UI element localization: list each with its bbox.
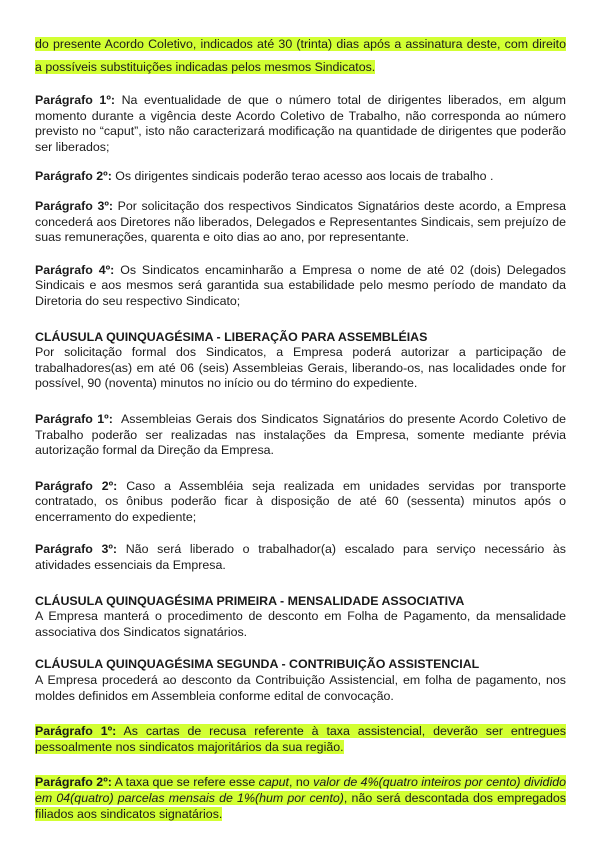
- paragraph-label: Parágrafo 1º:: [35, 93, 115, 107]
- clause-50-body: Por solicitação formal dos Sindicatos, a Empresa poderá autorizar a participação de trabalhadores(as) em até 06 (seis) Assembleias Gerais, liberando-os, nas localidades onde for possível, 90 (noventa) minutos no início ou do término do expediente.: [35, 345, 566, 391]
- paragraph-label: Parágrafo 1º:: [35, 724, 117, 739]
- paragraph-text: Os Sindicatos encaminharão a Empresa o nome de até 02 (dois) Delegados Sindicais e aos mesmos será garantida sua estabilidade pelo mesmo período de mandato da Diretoria do seu respectivo Sindicato;: [35, 262, 566, 308]
- paragraph-text: Assembleias Gerais dos Sindicatos Signatários do presente Acordo Coletivo de Trabalho poderão ser realizadas nas instalações da Empresa, somente mediante prévia autorização formal da Direção da Empresa.: [35, 411, 570, 458]
- paragraph-text: A taxa que se refere esse: [111, 775, 259, 790]
- clause-50-title: CLÁUSULA QUINQUAGÉSIMA - LIBERAÇÃO PARA ASSEMBLÉIAS: [35, 329, 428, 344]
- intro-paragraph: [35, 33, 566, 79]
- paragraph-text: , no: [288, 775, 314, 790]
- paragraph-text: Não será liberado o trabalhador(a) escalado para serviço necessário às atividades essenciais da Empresa.: [35, 542, 566, 573]
- paragraph-text: As cartas de recusa referente à taxa assistencial, deverão ser entregues pessoalmente nos sindicatos majoritários da sua região.: [35, 724, 566, 754]
- paragraph-label: Parágrafo 1º:: [35, 411, 113, 426]
- clause-51-title: CLÁUSULA QUINQUAGÉSIMA PRIMEIRA - MENSALIDADE ASSOCIATIVA: [35, 593, 465, 608]
- paragraph-text: Caso a Assembléia seja realizada em unidades servidas por transporte contratado, os ônibus poderão ficar à disposição de até 60 (sessenta) minutos após o encerramento do expediente;: [35, 478, 566, 524]
- highlighted-text: [35, 724, 566, 754]
- paragraph-label: Parágrafo 3º:: [35, 542, 118, 557]
- paragraph-3: [35, 199, 566, 246]
- paragraph-label: Parágrafo 4º:: [35, 262, 115, 277]
- paragraph-text: Na eventualidade de que o número total de dirigentes liberados, em algum momento durante a vigência deste Acordo Coletivo de Trabalho, não corresponda ao número previsto no “caput”, isto não caracterizará modificação na quantidade de dirigentes que poderão ser liberados;: [35, 93, 566, 154]
- clause-50-paragraph-3: [35, 542, 566, 573]
- document-page: [35, 33, 570, 822]
- highlighted-text: do presente Acordo Coletivo, indicados até 30 (trinta) dias após a assinatura deste, com direito a possíveis substituições indicadas pelos mesmos Sindicatos.: [35, 37, 566, 74]
- paragraph-label: Parágrafo 3º:: [35, 198, 113, 213]
- clause-52-title: CLÁUSULA QUINQUAGÉSIMA SEGUNDA - CONTRIBUIÇÃO ASSISTENCIAL: [35, 657, 480, 672]
- paragraph-text: Os dirigentes sindicais poderão terao acesso aos locais de trabalho .: [111, 169, 494, 184]
- clause-52-body: A Empresa procederá ao desconto da Contribuição Assistencial, em folha de pagamento, nos moldes definidos em Assembleia conforme edital de convocação.: [35, 673, 566, 703]
- paragraph-label: Parágrafo 2º:: [35, 775, 112, 790]
- paragraph-label: Parágrafo 2º:: [35, 478, 118, 493]
- clause-52-paragraph-2: [35, 775, 566, 822]
- italic-text: caput: [258, 775, 289, 790]
- highlighted-text: [35, 775, 566, 820]
- paragraph-text: , não será descontada dos empregados filiados aos sindicatos signatários.: [35, 791, 566, 821]
- clause-52-paragraph-1: [35, 724, 566, 755]
- italic-text: valor de 4%(quatro inteiros por cento) dividido em 04(quatro) parcelas mensais de 1%(hum por cento): [35, 775, 566, 805]
- paragraph-1: [35, 93, 566, 155]
- clause-50-paragraph-2: [35, 479, 566, 526]
- clause-51-body: A Empresa manterá o procedimento de desconto em Folha de Pagamento, da mensalidade associativa dos Sindicatos signatários.: [35, 609, 566, 639]
- paragraph-text: Por solicitação dos respectivos Sindicatos Signatários deste acordo, a Empresa concederá aos Diretores não liberados, Delegados e Representantes Sindicais, sem prejuízo de suas remunerações, quarenta e oito dias ao ano, por representante.: [35, 198, 566, 245]
- paragraph-label: Parágrafo 2º:: [35, 169, 112, 184]
- paragraph-2: [35, 169, 566, 185]
- clause-50-paragraph-1: [35, 411, 570, 459]
- paragraph-4: [35, 263, 566, 310]
